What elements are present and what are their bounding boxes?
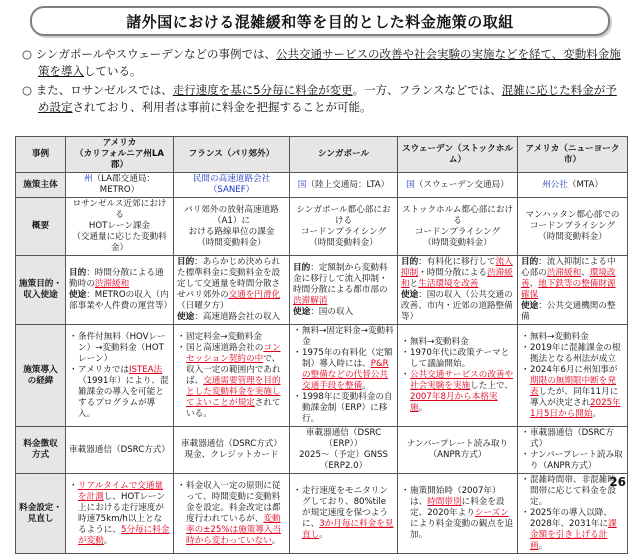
list-item — [410, 337, 514, 348]
highlight-text: ISTEA法 — [128, 364, 163, 375]
table-cell — [518, 173, 628, 198]
highlight-text: シーズン — [474, 508, 509, 518]
table-row — [16, 474, 628, 554]
cell-list — [293, 326, 394, 425]
column-header: シンガポール — [290, 137, 398, 173]
text-run: ：有料化に移行して — [418, 257, 496, 267]
text-run: と — [409, 279, 419, 289]
text-run: コードンプライシング — [414, 226, 501, 237]
list-item — [302, 392, 394, 425]
table-row — [16, 173, 628, 198]
text-run: （日曜夕方） — [177, 301, 229, 311]
highlight-text: 交通を円滑化 — [228, 290, 281, 300]
highlight-text: 環境改善 — [521, 268, 616, 289]
text-run: 無料→変動料金 — [410, 337, 469, 347]
text-run: （LA郡交通局：METRO） — [92, 174, 156, 195]
highlight-text: 時間帯別 — [427, 497, 462, 507]
text-run: ナンバープレート読み取り — [406, 439, 509, 449]
text-run: ：定額制から変動料金に移行して流入抑制・時間分散による都市部の — [293, 262, 388, 295]
table-cell — [290, 256, 398, 325]
entity-text: 州公社 — [542, 179, 568, 190]
row-label: 施策目的・ 収入使途 — [16, 256, 66, 325]
table-cell — [174, 256, 290, 325]
text-run: されている。 — [186, 397, 281, 419]
text-run: おける路線単位の課金 — [188, 226, 275, 237]
text-run: に料金を設定、2020年より — [410, 497, 505, 518]
table-header-row — [16, 137, 628, 173]
table-cell — [518, 325, 628, 427]
row-label: 料金設定・ 見直し — [16, 474, 66, 554]
list-item — [530, 508, 624, 552]
text-run: コードンプライシング — [300, 226, 387, 237]
text-run: した上で、 — [470, 381, 513, 391]
highlight-text: リアルタイムで交通量を計測 — [78, 480, 164, 502]
bullet-mark: ○ — [22, 83, 36, 97]
list-item — [302, 326, 394, 348]
table-row — [16, 198, 628, 256]
text-run: 無料→固定料金→変動料金 — [302, 326, 394, 347]
text-run: 目的 — [69, 268, 87, 278]
highlight-text: 生活環境を改善 — [418, 279, 479, 289]
text-run: ：国の収入（公共交通の改善、市内・近郊の道路整備等） — [401, 290, 513, 322]
cell-list — [521, 332, 624, 420]
summary-bullets — [22, 46, 622, 118]
table-row — [16, 427, 628, 474]
text-run: している。 — [84, 64, 142, 78]
table-cell — [174, 198, 290, 256]
comparison-table — [15, 136, 628, 554]
table-cell — [66, 325, 174, 427]
highlight-text: 施策導入当時から変わっていない — [186, 524, 282, 546]
table-cell — [66, 474, 174, 554]
list-item — [530, 428, 624, 450]
text-run: されており、利用者は事前に料金を把握することが可能。 — [72, 100, 372, 114]
text-run: HOTレーン課金 — [88, 221, 151, 231]
text-run: ストックホルム都心部における — [401, 204, 514, 226]
text-run: （時間変動料金） — [309, 237, 378, 248]
text-run: 走行速度を基に5分毎に料金が変更 — [172, 83, 353, 97]
list-item — [410, 370, 514, 414]
text-run: 施策開始時（2007年）は、 — [410, 486, 501, 507]
highlight-text: 渋滞緩和 — [94, 279, 130, 289]
text-run: 目的 — [177, 257, 195, 267]
text-run: 。 — [271, 535, 281, 546]
text-run: したが、同年11月に導入が決定され — [530, 386, 619, 408]
table-cell — [174, 474, 290, 554]
text-run: により料金変動の観点を追加。 — [410, 519, 514, 540]
text-run: 使途 — [69, 290, 87, 300]
highlight-text: 変動率の±25%は — [186, 513, 281, 535]
text-run: シンガポール都心部における — [296, 204, 391, 226]
list-item — [302, 348, 394, 392]
highlight-text: 渋滞解消 — [293, 295, 328, 306]
text-run: コードンプライシング — [529, 221, 616, 231]
text-run: で、収入一定の範囲内であれば、 — [186, 353, 281, 386]
text-run: 混雑時間帯、非混雑時間帯に応じて料金を設定。 — [530, 475, 616, 507]
text-run: マンハッタン都心部での — [525, 210, 620, 220]
highlight-text: 渋滞緩和 — [546, 268, 582, 278]
cell-list — [69, 481, 170, 547]
text-run: 。 — [103, 535, 113, 546]
text-run: パリ郊外の放射高速道路（A1）に — [184, 204, 279, 226]
cell-list — [177, 481, 286, 547]
cell-list — [293, 486, 394, 541]
highlight-text: 流入抑制 — [401, 257, 513, 278]
text-run: 国と高速道路会社の — [186, 342, 264, 353]
text-run: （時間変動料金） — [423, 237, 492, 248]
text-run: 使途 — [401, 290, 419, 300]
table-body — [16, 173, 628, 554]
text-run: （時間変動料金） — [197, 237, 266, 248]
text-run: 料金収入一定の原則に従って、時間変動に変動料金を設定。料金改定は都度行われているが、 — [186, 480, 281, 524]
highlight-text: 課金額を引き上げる計画 — [530, 519, 617, 551]
entity-text: 国 — [297, 179, 307, 190]
table-cell — [174, 427, 290, 474]
bullet-mark: ○ — [22, 47, 36, 61]
text-run: 2019年に混雑課金の根拠法となる州法が成立 — [530, 342, 621, 364]
cell-list — [521, 428, 624, 472]
column-header: アメリカ（ニューヨーク市） — [518, 137, 628, 173]
table-cell — [290, 474, 398, 554]
table-cell — [66, 173, 174, 198]
text-run: ：時間分散による通勤時の — [69, 268, 164, 289]
text-run: ：流入抑制による中心部の — [521, 257, 616, 278]
text-run: 1998年に変動料金の自動課金制（ERP）に移行。 — [302, 392, 393, 424]
page-title: 諸外国における混雑緩和等を目的とした料金施策の取組 — [126, 12, 514, 31]
text-run: 公共交通サービスの改善や社会実験の実施などを経て、変動料金施策を導入 — [38, 47, 621, 78]
text-run: ナンバープレート読み取り（ANPR方式） — [530, 450, 623, 471]
column-header: スウェーデン（ストックホルム） — [398, 137, 518, 173]
text-run: アメリカでは — [78, 364, 129, 375]
table-cell — [66, 427, 174, 474]
highlight-text: 公共交通サービスの改善や社会実験を実施 — [410, 370, 514, 391]
text-run: ：あらかじめ決められた標準料金に変動料金を設定して交通量を時間分散させパリ郊外の — [177, 257, 281, 300]
list-item — [78, 365, 170, 420]
text-run: （陸上交通局：LTA） — [306, 179, 390, 190]
list-item — [530, 450, 624, 472]
table-cell — [398, 256, 518, 325]
text-run: 無料→変動料金 — [530, 331, 589, 342]
text-run: 2025年の導入以降、2028年、2031年に — [530, 508, 613, 529]
table-cell — [398, 427, 518, 474]
text-run: （1991年）により、混雑課金の導入を可能とするプログラムが導入。 — [78, 375, 169, 419]
table-cell — [174, 173, 290, 198]
table-row — [16, 256, 628, 325]
row-label: 料金徴収 方式 — [16, 427, 66, 474]
row-label: 概要 — [16, 198, 66, 256]
list-item — [186, 332, 286, 343]
list-item — [78, 481, 170, 547]
text-run: ：公共交通機関の整備 — [521, 301, 616, 322]
row-label: 施策導入 の経緯 — [16, 325, 66, 427]
highlight-text: 交通需要管理を目的とした変動料金を実施してよいことが規定 — [186, 375, 281, 408]
list-item — [78, 332, 170, 365]
text-run: 車載器通信（DSRC（ERP）） — [305, 428, 382, 449]
column-header: アメリカ （カリフォルニア州LA郡） — [66, 137, 174, 173]
text-run: ：国の収入 — [310, 306, 354, 317]
text-run: ロサンゼルス近郊における — [72, 199, 167, 220]
text-run: （ANPR方式） — [428, 450, 487, 460]
list-item — [530, 365, 624, 420]
text-run: 2025〜（予定）GNSS（ERP2.0） — [299, 450, 388, 471]
list-item — [186, 343, 286, 420]
list-item — [186, 481, 286, 547]
text-run: 目的 — [293, 262, 311, 273]
text-run: 。 — [362, 381, 371, 391]
text-run: ：高速道路会社の収入 — [194, 312, 281, 322]
text-run: 。 — [319, 530, 328, 540]
text-run: 、 — [581, 268, 590, 278]
text-run: （MTA） — [567, 179, 603, 190]
text-run: 、 — [529, 279, 539, 289]
title-box — [30, 6, 610, 36]
list-item — [410, 486, 514, 541]
text-run: 車載器通信（DSRC方式） — [181, 439, 282, 449]
cell-list — [69, 332, 170, 420]
text-run: ：METROの収入（内部事業や人件費の運営等） — [69, 290, 173, 311]
table-cell — [66, 198, 174, 256]
column-header: フランス（パリ郊外） — [174, 137, 290, 173]
cell-list — [177, 332, 286, 420]
page-number: 26 — [609, 475, 626, 489]
bullet-1 — [22, 46, 622, 80]
entity-text: 民間の高速道路会社（SANEF） — [192, 174, 271, 195]
text-run: 車載器通信（DSRC方式） — [530, 428, 614, 449]
text-run: 。 — [592, 408, 602, 419]
list-item — [410, 348, 514, 370]
highlight-text: P&Rの整備などの代替公共交通手段を整備 — [302, 359, 389, 391]
text-run: （交通量に応じた変動料金） — [72, 232, 167, 253]
row-label: 施策主体 — [16, 173, 66, 198]
cell-list — [401, 486, 514, 541]
entity-text: 州 — [83, 174, 93, 184]
text-run: し、HOTレーン上における走行速度が時速75km/h以上となるように、 — [78, 491, 166, 535]
highlight-text: 渋滞緩和 — [401, 268, 513, 289]
text-run: 2024年6月に州知事が — [530, 364, 618, 375]
table-cell — [518, 427, 628, 474]
list-item — [530, 332, 624, 343]
table-cell — [290, 173, 398, 198]
text-run: （時間変動料金） — [538, 232, 607, 242]
text-run: 。 — [538, 541, 548, 551]
table-cell — [174, 325, 290, 427]
text-run: 条件付無料（HOVレーン）→変動料金（HOTレーン） — [78, 331, 166, 364]
text-run: 車載器通信（DSRC方式） — [69, 444, 170, 455]
highlight-text: 2025年1月5日から開始 — [530, 397, 621, 419]
text-run: 使途 — [293, 306, 311, 317]
text-run: 使途 — [177, 312, 195, 322]
table-cell — [290, 325, 398, 427]
highlight-text: コンセッション契約の中 — [186, 342, 281, 364]
text-run: シンガポールやスウェーデンなどの事例では、 — [35, 47, 276, 61]
table-cell — [518, 198, 628, 256]
text-run: 使途 — [521, 301, 539, 311]
table-cell — [398, 325, 518, 427]
bullet-2 — [22, 82, 622, 116]
table-cell — [290, 427, 398, 474]
table-cell — [398, 474, 518, 554]
text-run: 目的 — [401, 257, 419, 267]
table-cell — [66, 256, 174, 325]
text-run: 。 — [418, 403, 428, 413]
highlight-text: 地下鉄等の整備財源確保 — [521, 279, 616, 300]
list-item — [530, 343, 624, 365]
table-row — [16, 325, 628, 427]
text-run: 目的 — [521, 257, 539, 267]
highlight-text: 3か月毎に料金を見直し — [302, 519, 394, 540]
table-cell — [398, 173, 518, 198]
text-run: また、ロサンゼルスでは、 — [35, 83, 173, 97]
text-run: 。一方、フランスなどでは、 — [352, 83, 502, 97]
text-run: （スウェーデン交通局） — [414, 179, 509, 190]
highlight-text: 期限の無期限中断を発表 — [530, 375, 616, 397]
list-item — [302, 486, 394, 541]
text-run: 固定料金→変動料金 — [186, 331, 262, 342]
entity-text: 国 — [406, 179, 415, 190]
cell-list — [401, 337, 514, 414]
header-corner: 事例 — [16, 137, 66, 173]
table-cell — [518, 256, 628, 325]
text-run: 混雑に応じた料金が予め設定 — [38, 83, 617, 114]
table-cell — [290, 198, 398, 256]
highlight-text: 5分毎に料金が変動 — [78, 524, 170, 546]
text-run: 走行速度をモニタリングしており、80%tileが規定速度を保つように、 — [302, 486, 388, 529]
text-run: 1970年代に政策テーマとして議論開始。 — [410, 348, 510, 369]
text-run: ・時間分散による — [418, 268, 487, 278]
table-cell — [398, 198, 518, 256]
text-run: 現金、クレジットカード — [184, 450, 279, 460]
highlight-text: 2007年8月から本格実施 — [410, 392, 498, 413]
text-run: 1975年の有料化（定額制）導入時には、 — [302, 348, 393, 369]
